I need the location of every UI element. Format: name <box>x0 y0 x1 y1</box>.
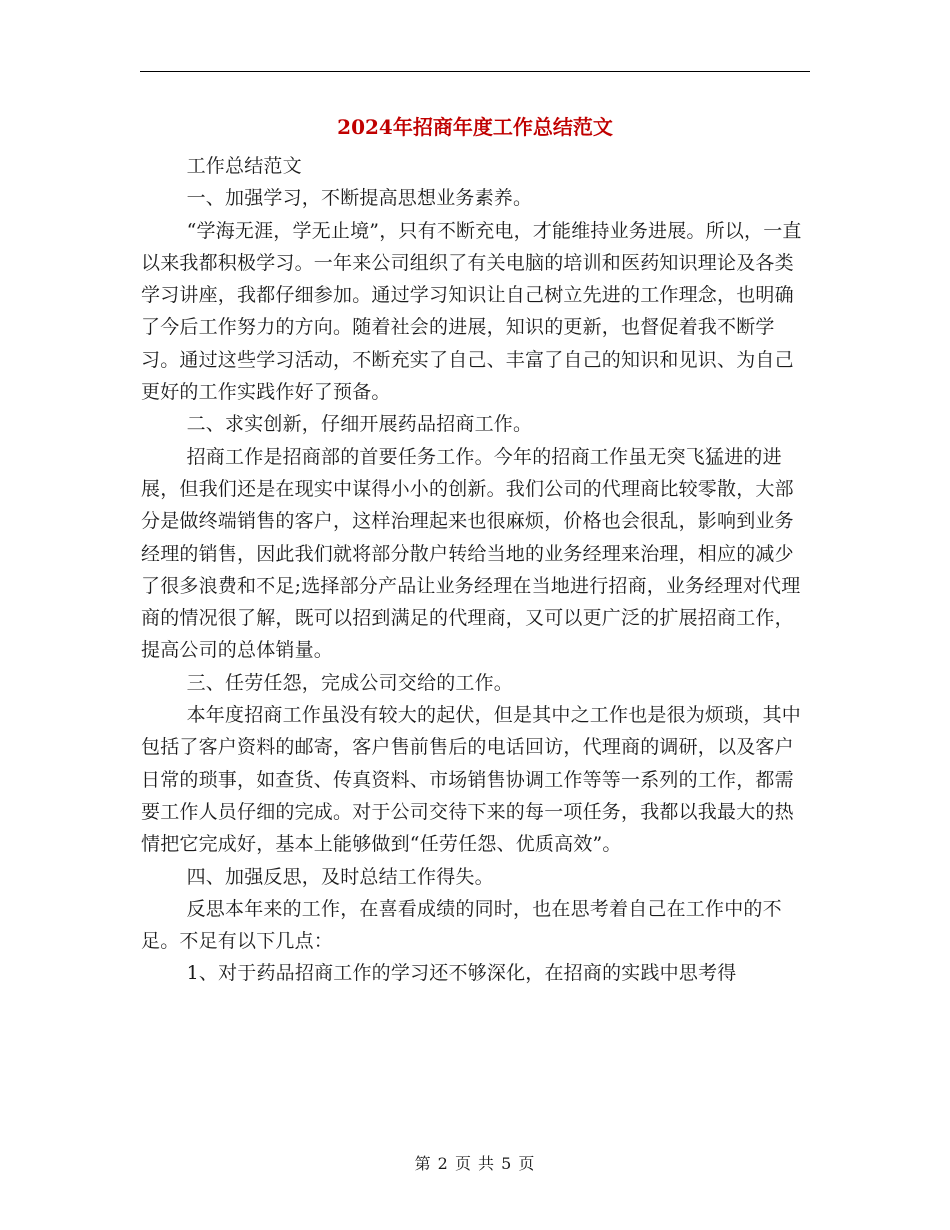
document-body <box>141 150 809 990</box>
list-item-1: 1、对于药品招商工作的学习还不够深化，在招商的实践中思考得 <box>186 962 737 985</box>
paragraph-2: 招商工作是招商部的首要任务工作。今年的招商工作虽无突飞猛进的进展，但我们还是在现实中谋得小小的创新。我们公司的代理商比较零散，大部分是做终端销售的客户，这样治理起来也很麻烦，价格也会很乱，影响到业务经理的销售，因此我们就将部分散户转给当地的业务经理来治理，相应的减少了很多浪费和不足;选择部分产品让业务经理在当地进行招商，业务经理对代理商的情况很了解，既可以招到满足的代理商，又可以更广泛的扩展招商工作，提高公司的总体销量。 <box>141 445 801 662</box>
paragraph-4: 反思本年来的工作，在喜看成绩的同时，也在思考着自己在工作中的不足。不足有以下几点： <box>141 897 782 953</box>
header-rule <box>140 71 810 72</box>
document-title: 2024年招商年度工作总结范文 <box>337 115 613 139</box>
section-heading-2: 二、求实创新，仔细开展药品招商工作。 <box>186 413 533 436</box>
paragraph-1: “学海无涯，学无止境”，只有不断充电，才能维持业务进展。所以，一直以来我都积极学习。一年来公司组织了有关电脑的培训和医药知识理论及各类学习讲座，我都仔细参加。通过学习知识让自己树立先进的工作理念，也明确了今后工作努力的方向。随着社会的进展，知识的更新，也督促着我不断学习。通过这些学习活动，不断充实了自己、丰富了自己的知识和见识、为自己更好的工作实践作好了预备。 <box>141 219 802 404</box>
section-heading-1: 一、加强学习，不断提高思想业务素养。 <box>186 187 533 210</box>
paragraph-doc-label: 工作总结范文 <box>186 155 302 177</box>
page-number: 第 2 页 共 5 页 <box>414 1154 536 1173</box>
section-heading-4: 四、加强反思，及时总结工作得失。 <box>186 865 494 888</box>
paragraph-3: 本年度招商工作虽没有较大的起伏，但是其中之工作也是很为烦琐，其中包括了客户资料的邮寄，客户售前售后的电话回访，代理商的调研，以及客户日常的琐事，如查货、传真资料、市场销售协调工作等等一系列的工作，都需要工作人员仔细的完成。对于公司交待下来的每一项任务，我都以我最大的热情把它完成好，基本上能够做到“任劳任怨、优质高效”。 <box>141 704 801 856</box>
section-heading-3: 三、任劳任怨，完成公司交给的工作。 <box>186 671 513 694</box>
